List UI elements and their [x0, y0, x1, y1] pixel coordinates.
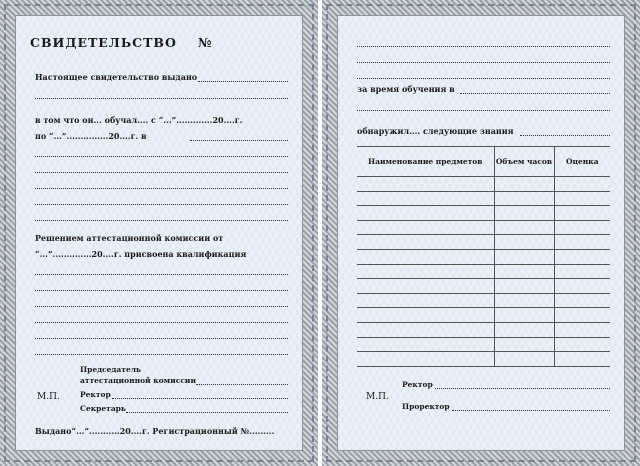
grade-cell[interactable] — [554, 249, 610, 264]
right-blank-line-3[interactable] — [357, 78, 610, 79]
qualification-field-2[interactable] — [35, 290, 288, 291]
right-rector-signature-field[interactable] — [435, 388, 610, 389]
subject-cell[interactable] — [357, 352, 494, 367]
table-row — [357, 352, 610, 367]
subject-cell[interactable] — [357, 177, 494, 192]
study-institution-field[interactable] — [460, 93, 610, 94]
table-row — [357, 279, 610, 294]
secretary-signature-field[interactable] — [126, 412, 288, 413]
subject-cell[interactable] — [357, 337, 494, 352]
rector-label: Ректор — [80, 390, 111, 399]
table-row — [357, 220, 610, 235]
qualification-field-6[interactable] — [35, 354, 288, 355]
right-stamp-placeholder: М.П. — [366, 392, 389, 402]
grade-cell[interactable] — [554, 220, 610, 235]
chairman-label: Председатель — [80, 365, 142, 374]
subject-cell[interactable] — [357, 206, 494, 221]
hours-cell[interactable] — [494, 264, 554, 279]
qualification-line: “...”..............20....г. присвоена квалификация — [35, 249, 247, 259]
certificate-left-page — [0, 0, 318, 466]
subject-cell[interactable] — [357, 191, 494, 206]
qualification-field-4[interactable] — [35, 322, 288, 323]
hours-cell[interactable] — [494, 352, 554, 367]
issued-to-field-2[interactable] — [35, 98, 288, 99]
table-row — [357, 337, 610, 352]
issued-to-field[interactable] — [198, 81, 288, 82]
stamp-placeholder: М.П. — [37, 392, 60, 402]
table-row — [357, 249, 610, 264]
hours-cell[interactable] — [494, 177, 554, 192]
prorector-signature-field[interactable] — [452, 410, 610, 411]
right-rector-label: Ректор — [402, 380, 433, 389]
subject-cell[interactable] — [357, 293, 494, 308]
study-period-line: в том что он... обучал.... с “...”.............20....г. — [35, 115, 243, 125]
hours-cell[interactable] — [494, 235, 554, 250]
blank-line-5[interactable] — [35, 220, 288, 221]
grade-cell[interactable] — [554, 337, 610, 352]
grade-cell[interactable] — [554, 177, 610, 192]
subject-cell[interactable] — [357, 279, 494, 294]
grade-cell[interactable] — [554, 293, 610, 308]
study-until-line: по “...”...............20....г. в — [35, 131, 147, 141]
qualification-field-1[interactable] — [35, 274, 288, 275]
right-blank-line-1[interactable] — [357, 46, 610, 47]
subject-cell[interactable] — [357, 322, 494, 337]
table-row — [357, 191, 610, 206]
subject-cell[interactable] — [357, 308, 494, 323]
chairman-signature-field[interactable] — [196, 384, 288, 385]
grades-table — [357, 146, 610, 367]
hours-cell[interactable] — [494, 220, 554, 235]
hours-cell[interactable] — [494, 308, 554, 323]
grade-cell[interactable] — [554, 206, 610, 221]
knowledge-field[interactable] — [520, 135, 610, 136]
table-row — [357, 235, 610, 250]
table-row — [357, 322, 610, 337]
hours-cell[interactable] — [494, 337, 554, 352]
subject-cell[interactable] — [357, 264, 494, 279]
prorector-label: Проректор — [402, 402, 450, 411]
right-blank-line-2[interactable] — [357, 62, 610, 63]
blank-line-1[interactable] — [35, 156, 288, 157]
blank-line-2[interactable] — [35, 172, 288, 173]
blank-line-4[interactable] — [35, 204, 288, 205]
commission-decision-line: Решением аттестационной комиссии от — [35, 233, 224, 243]
certificate-title: СВИДЕТЕЛЬСТВО — [30, 35, 177, 50]
grade-cell[interactable] — [554, 191, 610, 206]
rector-signature-field[interactable] — [112, 398, 288, 399]
grades-table-body — [357, 177, 610, 367]
table-header-hours: Объем часов — [494, 147, 554, 177]
grade-cell[interactable] — [554, 352, 610, 367]
table-header-grade: Оценка — [554, 147, 610, 177]
table-row — [357, 264, 610, 279]
subject-cell[interactable] — [357, 249, 494, 264]
grade-cell[interactable] — [554, 264, 610, 279]
grade-cell[interactable] — [554, 279, 610, 294]
grade-cell[interactable] — [554, 235, 610, 250]
table-header-subjects: Наименование предметов — [357, 147, 494, 177]
table-row — [357, 293, 610, 308]
subject-cell[interactable] — [357, 235, 494, 250]
grade-cell[interactable] — [554, 308, 610, 323]
certificate-right-page — [322, 0, 640, 466]
hours-cell[interactable] — [494, 322, 554, 337]
study-time-label: за время обучения в — [357, 84, 455, 94]
table-row — [357, 177, 610, 192]
secretary-label: Секретарь — [80, 404, 127, 413]
qualification-field-5[interactable] — [35, 338, 288, 339]
hours-cell[interactable] — [494, 206, 554, 221]
table-row — [357, 206, 610, 221]
table-row — [357, 308, 610, 323]
commission-label: аттестационной комиссии — [80, 376, 197, 385]
right-blank-line-4[interactable] — [357, 110, 610, 111]
grade-cell[interactable] — [554, 322, 610, 337]
issued-date-registration: Выдано“...”...........20....г. Регистрационный №......... — [35, 426, 275, 436]
hours-cell[interactable] — [494, 191, 554, 206]
hours-cell[interactable] — [494, 293, 554, 308]
blank-line-3[interactable] — [35, 188, 288, 189]
issued-to-label: Настоящее свидетельство выдано — [35, 72, 198, 82]
qualification-field-3[interactable] — [35, 306, 288, 307]
certificate-number-sign: № — [198, 35, 212, 50]
knowledge-label: обнаружил.... следующие знания — [357, 126, 514, 136]
hours-cell[interactable] — [494, 279, 554, 294]
institution-field[interactable] — [190, 140, 288, 141]
subject-cell[interactable] — [357, 220, 494, 235]
hours-cell[interactable] — [494, 249, 554, 264]
